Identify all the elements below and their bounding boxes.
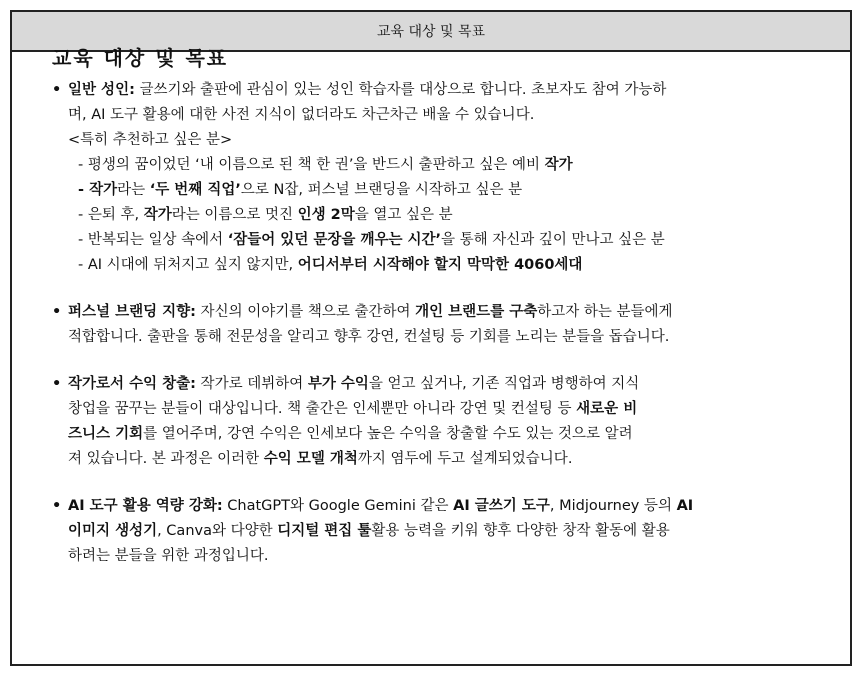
- content-body: [52, 78, 824, 569]
- bold-text: 부가 수익: [307, 376, 369, 392]
- bold-text: AI 글쓰기 도구: [453, 498, 550, 514]
- bold-text: 인생 2막: [297, 207, 355, 223]
- bullet-section: [52, 300, 824, 350]
- header-title: 교육 대상 및 목표: [376, 24, 486, 40]
- bullet-section: [52, 78, 824, 278]
- text-run: - 은퇴 후,: [78, 207, 144, 223]
- text-run: 활용 능력을 키워 향후 다양한 창작 활동에 활용: [371, 523, 670, 539]
- text-run: 하고자 하는 분들에게: [537, 304, 673, 320]
- paragraph-line: [68, 447, 824, 472]
- text-run: 까지 염두에 두고 설계되었습니다.: [357, 451, 573, 467]
- section-gap: [52, 278, 824, 300]
- bold-text: 일반 성인:: [68, 82, 135, 98]
- paragraph-line: [68, 544, 824, 569]
- paragraph-line: [68, 78, 824, 103]
- bold-text: 작가: [143, 207, 172, 223]
- section-heading: 교육 대상 및 목표: [52, 46, 229, 70]
- recommend-item: [68, 203, 824, 228]
- text-run: 작가로 데뷔하여: [195, 376, 308, 392]
- recommend-item: [68, 228, 824, 253]
- bold-text: -: [78, 182, 90, 198]
- text-run: , Canva와 다양한: [157, 523, 278, 539]
- recommend-item: [68, 153, 824, 178]
- bold-text: ‘두 번째 직업’: [149, 182, 241, 198]
- text-run: 을 통해 자신과 깊이 만나고 싶은 분: [441, 232, 665, 248]
- bold-text: 작가로서 수익 창출:: [68, 376, 196, 392]
- text-run: - 평생의 꿈이었던 ‘내 이름으로 된 책 한 권’을 반드시 출판하고 싶은 예비: [78, 157, 545, 173]
- text-run: 라는 이름으로 멋진: [171, 207, 298, 223]
- bullet-section: [52, 372, 824, 472]
- text-run: 글쓰기와 출판에 관심이 있는 성인 학습자를 대상으로 합니다. 초보자도 참여 가능하: [134, 82, 667, 98]
- paragraph-line: [68, 494, 824, 519]
- bold-text: ‘잠들어 있던 문장을 깨우는 시간’: [227, 232, 442, 248]
- paragraph-line: [68, 422, 824, 447]
- paragraph-line: [68, 103, 824, 128]
- recommend-item: [68, 178, 824, 203]
- text-run: 으로 N잡, 퍼스널 브랜딩을 시작하고 싶은 분: [240, 182, 523, 198]
- recommend-item: [68, 253, 824, 278]
- paragraph-line: [68, 300, 824, 325]
- paragraph-line: [68, 397, 824, 422]
- text-run: 하려는 분들을 위한 과정입니다.: [68, 548, 269, 564]
- text-run: 을 열고 싶은 분: [354, 207, 453, 223]
- text-run: 적합합니다. 출판을 통해 전문성을 알리고 향후 강연, 컨설팅 등 기회를 노리는 분들을 돕습니다.: [68, 329, 670, 345]
- section-gap: [52, 472, 824, 494]
- text-run: - 반복되는 일상 속에서: [78, 232, 228, 248]
- bold-text: 새로운 비: [576, 401, 638, 417]
- text-run: 며, AI 도구 활용에 대한 사전 지식이 없더라도 차근차근 배울 수 있습니다.: [68, 107, 535, 123]
- section-gap: [52, 350, 824, 372]
- bold-text: 퍼스널 브랜딩 지향:: [68, 304, 196, 320]
- paragraph-line: [68, 519, 824, 544]
- bold-text: 작가: [89, 182, 118, 198]
- text-run: - AI 시대에 뒤처지고 싶지 않지만,: [78, 257, 298, 273]
- text-run: 을 얻고 싶거나, 기존 직업과 병행하여 지식: [368, 376, 640, 392]
- paragraph-line: [68, 372, 824, 397]
- paragraph-line: [68, 325, 824, 350]
- text-run: 라는: [117, 182, 150, 198]
- bold-text: AI: [676, 498, 694, 514]
- bold-text: 수익 모델 개척: [263, 451, 358, 467]
- bold-text: 작가: [544, 157, 573, 173]
- bold-text: AI 도구 활용 역량 강화:: [68, 498, 223, 514]
- bold-text: 즈니스 기회: [68, 426, 144, 442]
- text-run: , Midjourney 등의: [549, 498, 677, 514]
- recommend-label: <특히 추천하고 싶은 분>: [68, 132, 233, 148]
- text-run: 져 있습니다. 본 과정은 이러한: [68, 451, 264, 467]
- text-run: 창업을 꿈꾸는 분들이 대상입니다. 책 출간은 인세뿐만 아니라 강연 및 컨설팅 등: [68, 401, 577, 417]
- bold-text: 디지털 편집 툴: [277, 523, 372, 539]
- text-run: ChatGPT와 Google Gemini 같은: [222, 498, 454, 514]
- bullet-section: [52, 494, 824, 569]
- text-run: 를 열어주며, 강연 수익은 인세보다 높은 수익을 창출할 수도 있는 것으로 알려: [143, 426, 633, 442]
- text-run: 자신의 이야기를 책으로 출간하여: [195, 304, 416, 320]
- bold-text: 어디서부터 시작해야 할지 막막한 4060세대: [297, 257, 583, 273]
- bold-text: 개인 브랜드를 구축: [415, 304, 538, 320]
- bold-text: 이미지 생성기: [68, 523, 158, 539]
